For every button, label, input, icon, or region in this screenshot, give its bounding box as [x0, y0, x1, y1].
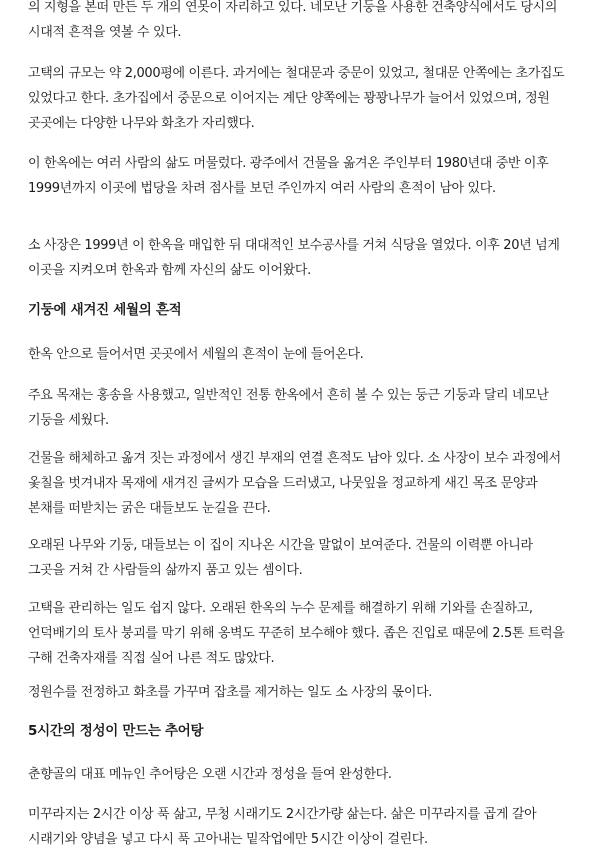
paragraph: 춘향골의 대표 메뉴인 추어탕은 오랜 시간과 정성을 들여 완성한다.: [28, 767, 392, 782]
paragraph: 미꾸라지는 2시간 이상 푹 삶고, 무청 시래기도 2시간가량 삶는다. 삶은 미꾸라지를 곱게 갈아 시래기와 양념을 넣고 다시 푹 고아내는 밑작업에만 5시간 이상이 걸린다.: [28, 807, 537, 847]
paragraph: 오래된 나무와 기둥, 대들보는 이 집이 지나온 시간을 말없이 보여준다. 건물의 이력뿐 아니라 그곳을 거쳐 간 사람들의 삶까지 품고 있는 셈이다.: [28, 538, 533, 578]
paragraph: 의 지형을 본떠 만든 두 개의 연못이 자리하고 있다. 네모난 기둥을 사용한 건축양식에서도 당시의 시대적 흔적을 엿볼 수 있다.: [28, 0, 558, 40]
paragraph: 정원수를 전정하고 화초를 가꾸며 잡초를 제거하는 일도 소 사장의 몫이다.: [28, 685, 433, 700]
paragraph: 소 사장은 1999년 이 한옥을 매입한 뒤 대대적인 보수공사를 거쳐 식당을 열었다. 이후 20년 넘게 이곳을 지켜오며 한옥과 함께 자신의 삶도 이어왔다.: [28, 238, 560, 278]
paragraph: 한옥 안으로 들어서면 곳곳에서 세월의 흔적이 눈에 들어온다.: [28, 347, 364, 362]
paragraph: 건물을 해체하고 옮겨 짓는 과정에서 생긴 부재의 연결 흔적도 남아 있다. 소 사장이 보수 과정에서 옻칠을 벗겨내자 목재에 새겨진 글씨가 모습을 드러냈고, 나뭇잎을 정교하게 새긴 목조 문양과 본채를 떠받치는 굵은 대들보도 눈길을 끈다.: [28, 451, 561, 516]
paragraph: 주요 목재는 홍송을 사용했고, 일반적인 전통 한옥에서 흔히 볼 수 있는 둥근 기둥과 달리 네모난 기둥을 세웠다.: [28, 388, 549, 428]
section-heading: 5시간의 정성이 만드는 추어탕: [28, 723, 204, 739]
paragraph: 고택의 규모는 약 2,000평에 이른다. 과거에는 철대문과 중문이 있었고, 철대문 안쪽에는 초가집도 있었다고 한다. 초가집에서 중문으로 이어지는 계단 양쪽에는 꽝꽝나무가 늘어서 있었으며, 정원 곳곳에는 다양한 나무와 화초가 자리했다.: [28, 66, 565, 131]
paragraph: 이 한옥에는 여러 사람의 삶도 머물렀다. 광주에서 건물을 옮겨온 주인부터 1980년대 중반 이후 1999년까지 이곳에 법당을 차려 점사를 보던 주인까지 여러 사람의 흔적이 남아 있다.: [28, 156, 549, 196]
section-heading: 기둥에 새겨진 세월의 흔적: [28, 302, 182, 318]
paragraph: 고택을 관리하는 일도 쉽지 않다. 오래된 한옥의 누수 문제를 해결하기 위해 기와를 손질하고, 언덕배기의 토사 붕괴를 막기 위해 옹벽도 꾸준히 보수해야 했다. 좁은 진입로 때문에 2.5톤 트럭을 구해 건축자재를 직접 실어 나른 적도 많았다.: [28, 601, 565, 666]
